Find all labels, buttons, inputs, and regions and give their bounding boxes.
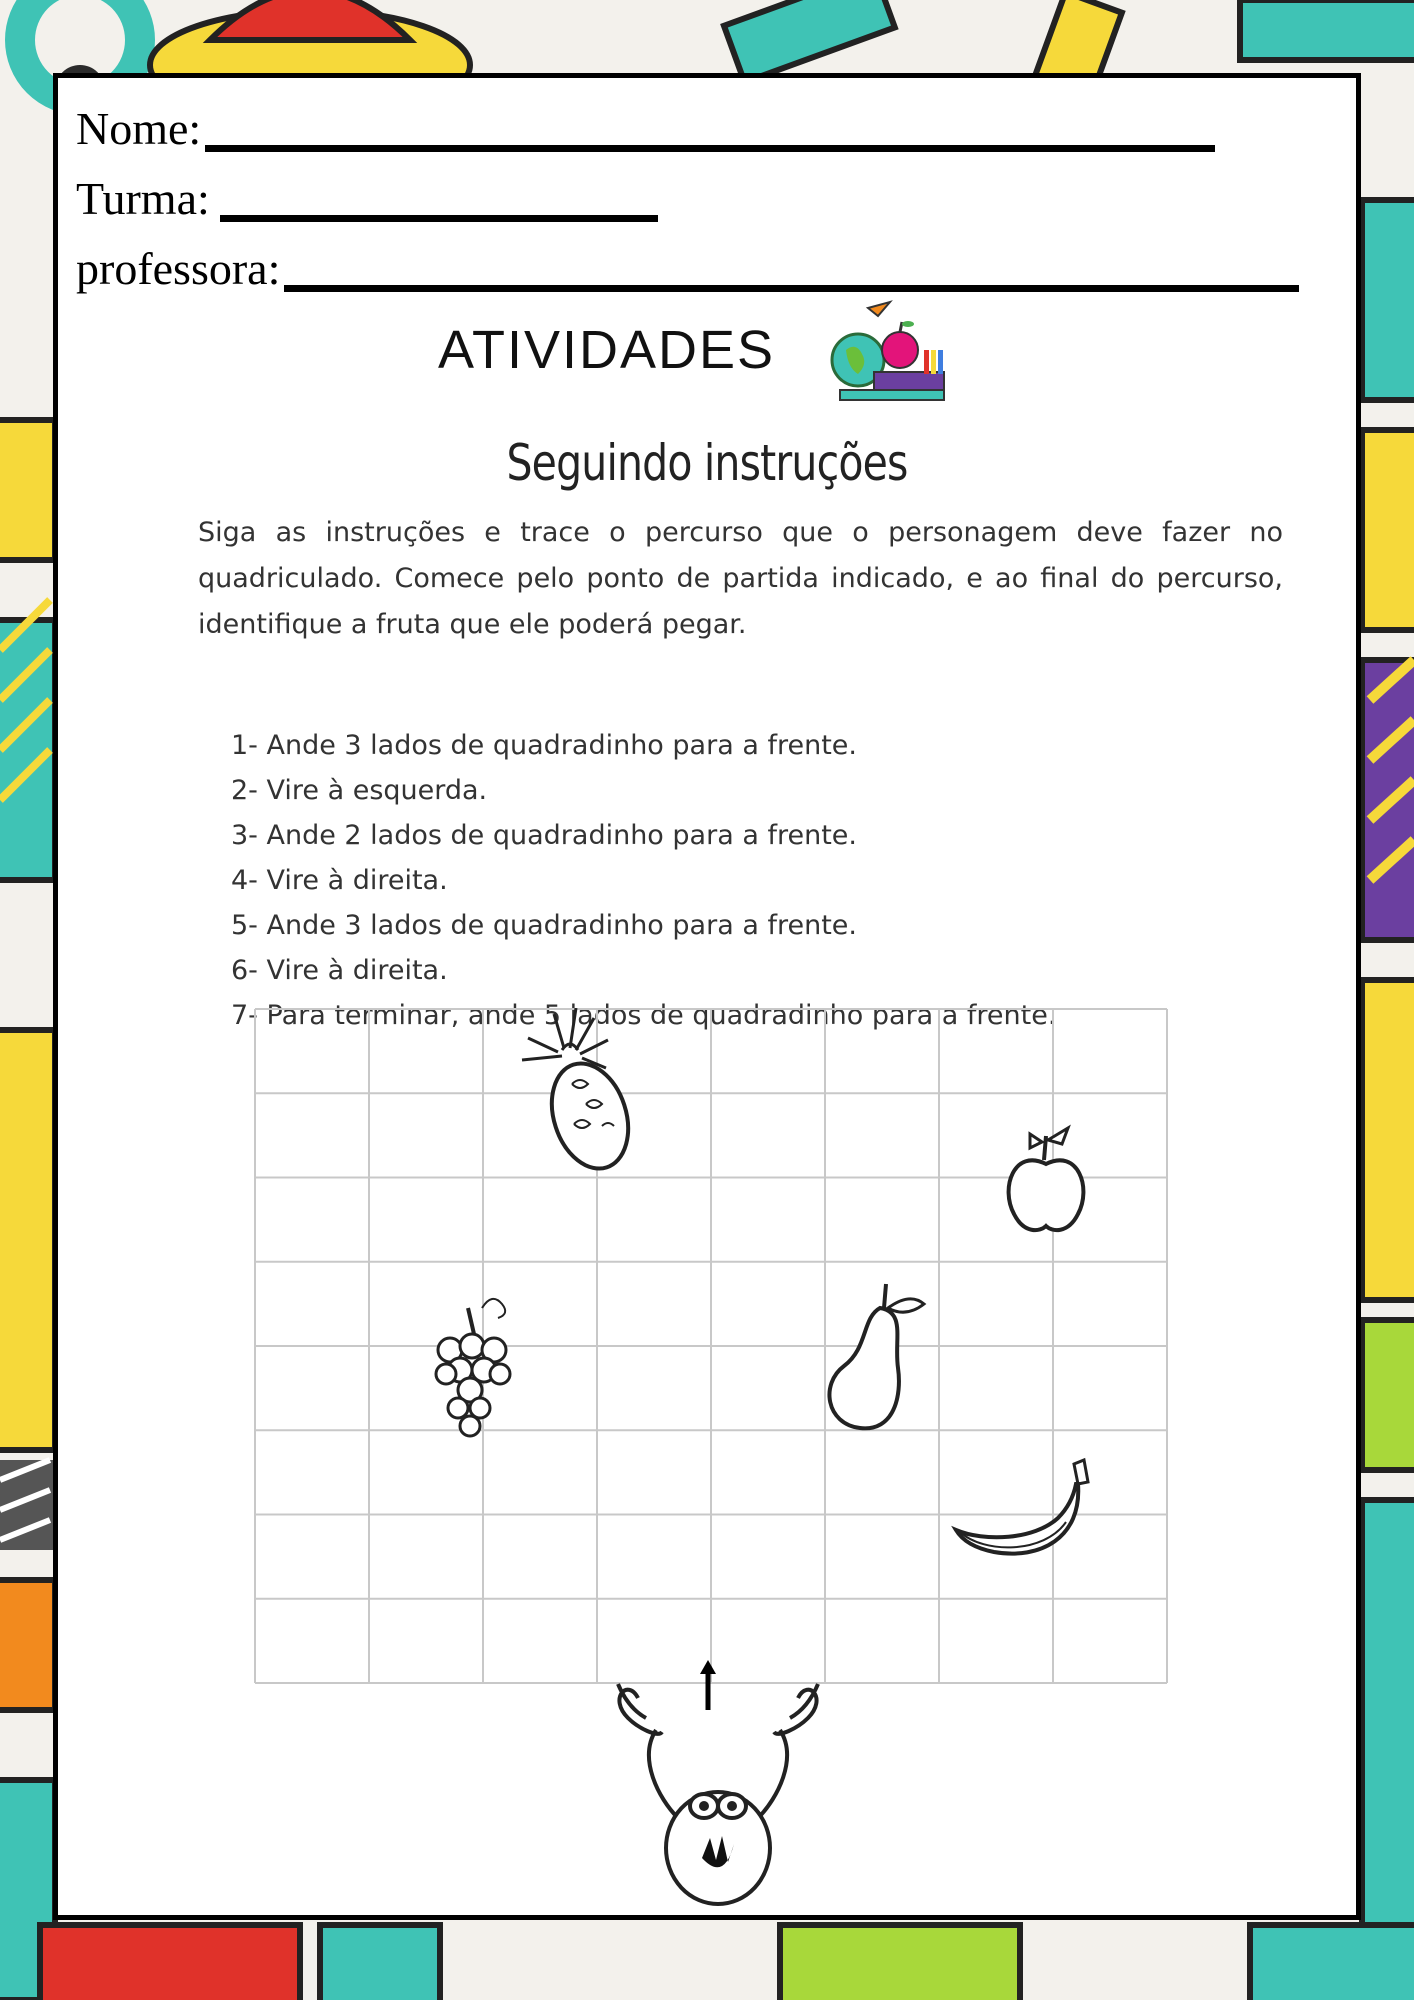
grapes-icon[interactable]	[436, 1299, 510, 1436]
step-item: 4- Vire à direita.	[231, 865, 448, 896]
step-item: 7- Para terminar, ande 5 lados de quadradinho para a frente.	[231, 1000, 1057, 1031]
worksheet	[53, 73, 1361, 1920]
name-field[interactable]	[76, 103, 1215, 154]
instructions-text: Siga as instruções e trace o percurso que o personagem deve fazer no quadriculado. Comece pelo ponto de partida indicado, e ao final do percurso, identifique a fruta que ele poderá pegar.	[198, 517, 1283, 640]
step-item: 3- Ande 2 lados de quadradinho para a frente.	[231, 820, 857, 851]
step-item: 1- Ande 3 lados de quadradinho para a frente.	[231, 730, 857, 761]
title-block	[438, 300, 775, 400]
character-icon[interactable]	[598, 1678, 838, 1918]
banana-icon[interactable]	[956, 1460, 1088, 1554]
path-grid[interactable]	[254, 1008, 1168, 1684]
apple-icon[interactable]	[1009, 1128, 1084, 1230]
class-line[interactable]	[220, 215, 658, 222]
step-item: 5- Ande 3 lados de quadradinho para a frente.	[231, 910, 857, 941]
teacher-line[interactable]	[284, 285, 1299, 292]
name-label: Nome:	[76, 103, 202, 154]
pear-icon[interactable]	[829, 1284, 924, 1428]
grid-lines	[255, 1009, 1167, 1683]
name-line[interactable]	[205, 145, 1215, 152]
class-label: Turma:	[76, 173, 210, 224]
page-title: ATIVIDADES	[438, 320, 776, 380]
step-item: 2- Vire à esquerda.	[231, 775, 488, 806]
steps-list	[231, 723, 1056, 1038]
class-field[interactable]	[76, 173, 658, 224]
teacher-label: professora:	[76, 243, 281, 294]
step-item: 6- Vire à direita.	[231, 955, 448, 986]
teacher-field[interactable]	[76, 243, 1299, 294]
school-supplies-icon	[828, 298, 948, 408]
page-subtitle: Seguindo instruções	[506, 434, 908, 492]
